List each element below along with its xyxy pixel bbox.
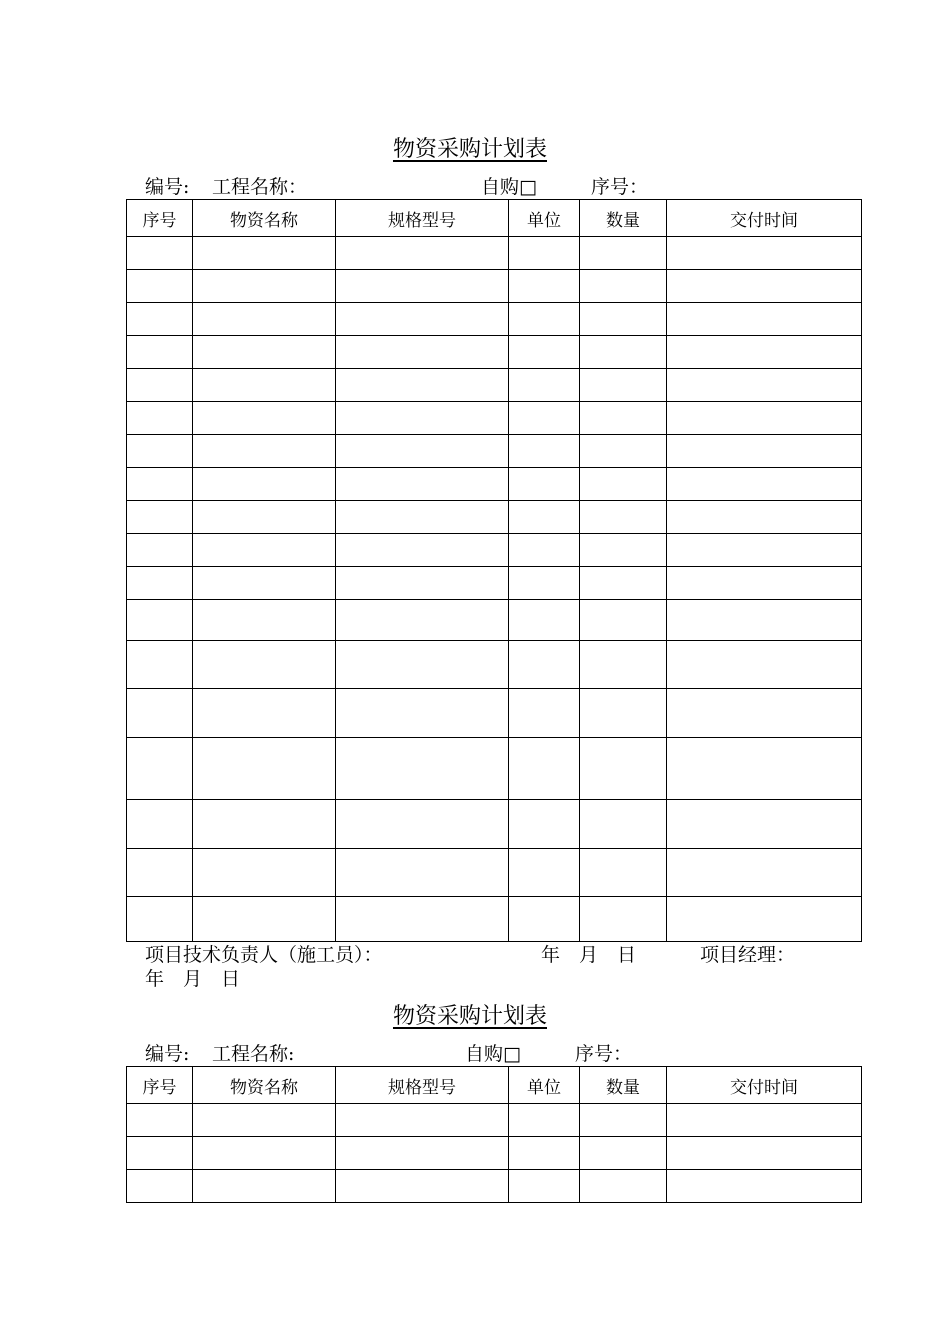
cell-spec-model[interactable] — [336, 738, 509, 800]
cell-quantity[interactable] — [580, 336, 667, 369]
cell-seq[interactable] — [127, 897, 193, 942]
cell-delivery-time[interactable] — [667, 641, 862, 689]
table-row — [127, 270, 862, 303]
table-row — [127, 402, 862, 435]
cell-spec-model[interactable] — [336, 897, 509, 942]
cell-unit[interactable] — [509, 689, 580, 738]
cell-quantity[interactable] — [580, 1137, 667, 1170]
cell-delivery-time[interactable] — [667, 303, 862, 336]
cell-quantity[interactable] — [580, 402, 667, 435]
cell-spec-model[interactable] — [336, 567, 509, 600]
date-field-1: 年 月 日 — [541, 944, 637, 966]
cell-material-name[interactable] — [193, 501, 336, 534]
table-row — [127, 567, 862, 600]
form1-project-label: 工程名称： — [212, 176, 308, 198]
cell-spec-model[interactable] — [336, 237, 509, 270]
cell-delivery-time[interactable] — [667, 402, 862, 435]
cell-delivery-time[interactable] — [667, 897, 862, 942]
table-row — [127, 1170, 862, 1203]
table-row — [127, 369, 862, 402]
cell-quantity[interactable] — [580, 270, 667, 303]
cell-quantity[interactable] — [580, 435, 667, 468]
cell-unit[interactable] — [509, 738, 580, 800]
cell-material-name[interactable] — [193, 336, 336, 369]
cell-seq[interactable] — [127, 1104, 193, 1137]
cell-quantity[interactable] — [580, 501, 667, 534]
cell-material-name[interactable] — [193, 738, 336, 800]
cell-spec-model[interactable] — [336, 369, 509, 402]
cell-seq[interactable] — [127, 1170, 193, 1203]
cell-quantity[interactable] — [580, 897, 667, 942]
form2-table — [126, 1066, 862, 1203]
cell-delivery-time[interactable] — [667, 600, 862, 641]
cell-delivery-time[interactable] — [667, 237, 862, 270]
cell-unit[interactable] — [509, 303, 580, 336]
cell-delivery-time[interactable] — [667, 369, 862, 402]
cell-unit[interactable] — [509, 501, 580, 534]
cell-material-name[interactable] — [193, 800, 336, 849]
table-row — [127, 849, 862, 897]
cell-spec-model[interactable] — [336, 689, 509, 738]
header-unit: 单位 — [509, 1067, 580, 1104]
cell-seq[interactable] — [127, 600, 193, 641]
cell-material-name[interactable] — [193, 1104, 336, 1137]
cell-quantity[interactable] — [580, 468, 667, 501]
manager-label: 项目经理： — [700, 944, 796, 966]
cell-material-name[interactable] — [193, 567, 336, 600]
cell-seq[interactable] — [127, 336, 193, 369]
cell-material-name[interactable] — [193, 897, 336, 942]
cell-material-name[interactable] — [193, 1170, 336, 1203]
form2-project-label: 工程名称: — [212, 1043, 295, 1065]
cell-seq[interactable] — [127, 849, 193, 897]
form1-code-label: 编号: — [145, 176, 190, 198]
cell-unit[interactable] — [509, 270, 580, 303]
cell-quantity[interactable] — [580, 738, 667, 800]
cell-delivery-time[interactable] — [667, 435, 862, 468]
cell-delivery-time[interactable] — [667, 800, 862, 849]
cell-material-name[interactable] — [193, 270, 336, 303]
form1-seq-label: 序号： — [591, 176, 649, 198]
header-spec-model: 规格型号 — [336, 200, 509, 237]
cell-seq[interactable] — [127, 689, 193, 738]
cell-unit[interactable] — [509, 336, 580, 369]
cell-material-name[interactable] — [193, 402, 336, 435]
cell-delivery-time[interactable] — [667, 534, 862, 567]
cell-seq[interactable] — [127, 501, 193, 534]
cell-unit[interactable] — [509, 1170, 580, 1203]
cell-seq[interactable] — [127, 237, 193, 270]
cell-material-name[interactable] — [193, 689, 336, 738]
table-row — [127, 641, 862, 689]
form2-self-purchase-checkbox[interactable]: 自购□ — [465, 1043, 521, 1065]
cell-delivery-time[interactable] — [667, 567, 862, 600]
header-seq: 序号 — [127, 1067, 193, 1104]
cell-quantity[interactable] — [580, 689, 667, 738]
cell-spec-model[interactable] — [336, 501, 509, 534]
cell-spec-model[interactable] — [336, 303, 509, 336]
cell-unit[interactable] — [509, 468, 580, 501]
table-row — [127, 738, 862, 800]
cell-spec-model[interactable] — [336, 849, 509, 897]
header-material-name: 物资名称 — [193, 1067, 336, 1104]
cell-spec-model[interactable] — [336, 641, 509, 689]
cell-quantity[interactable] — [580, 534, 667, 567]
cell-delivery-time[interactable] — [667, 1137, 862, 1170]
cell-quantity[interactable] — [580, 1104, 667, 1137]
cell-quantity[interactable] — [580, 641, 667, 689]
cell-delivery-time[interactable] — [667, 501, 862, 534]
cell-seq[interactable] — [127, 369, 193, 402]
cell-material-name[interactable] — [193, 303, 336, 336]
table-row — [127, 534, 862, 567]
cell-spec-model[interactable] — [336, 435, 509, 468]
cell-delivery-time[interactable] — [667, 336, 862, 369]
header-seq: 序号 — [127, 200, 193, 237]
cell-unit[interactable] — [509, 534, 580, 567]
cell-seq[interactable] — [127, 1137, 193, 1170]
table-row — [127, 689, 862, 738]
cell-seq[interactable] — [127, 567, 193, 600]
date-field-2: 年 月 日 — [145, 968, 241, 990]
table-row — [127, 468, 862, 501]
header-spec-model: 规格型号 — [336, 1067, 509, 1104]
cell-delivery-time[interactable] — [667, 270, 862, 303]
cell-unit[interactable] — [509, 237, 580, 270]
cell-delivery-time[interactable] — [667, 738, 862, 800]
cell-unit[interactable] — [509, 567, 580, 600]
form1-header-row — [127, 200, 862, 237]
form1-table — [126, 199, 862, 942]
cell-spec-model[interactable] — [336, 600, 509, 641]
table-row — [127, 336, 862, 369]
cell-unit[interactable] — [509, 435, 580, 468]
cell-material-name[interactable] — [193, 849, 336, 897]
cell-spec-model[interactable] — [336, 1104, 509, 1137]
table-row — [127, 501, 862, 534]
header-delivery-time: 交付时间 — [667, 200, 862, 237]
cell-unit[interactable] — [509, 600, 580, 641]
cell-quantity[interactable] — [580, 600, 667, 641]
cell-material-name[interactable] — [193, 1137, 336, 1170]
header-material-name: 物资名称 — [193, 200, 336, 237]
cell-quantity[interactable] — [580, 849, 667, 897]
cell-unit[interactable] — [509, 1104, 580, 1137]
header-delivery-time: 交付时间 — [667, 1067, 862, 1104]
cell-spec-model[interactable] — [336, 402, 509, 435]
cell-seq[interactable] — [127, 270, 193, 303]
cell-material-name[interactable] — [193, 534, 336, 567]
cell-quantity[interactable] — [580, 800, 667, 849]
cell-unit[interactable] — [509, 849, 580, 897]
cell-spec-model[interactable] — [336, 468, 509, 501]
cell-unit[interactable] — [509, 897, 580, 942]
cell-material-name[interactable] — [193, 435, 336, 468]
cell-material-name[interactable] — [193, 468, 336, 501]
cell-spec-model[interactable] — [336, 534, 509, 567]
cell-spec-model[interactable] — [336, 1170, 509, 1203]
cell-quantity[interactable] — [580, 567, 667, 600]
cell-seq[interactable] — [127, 468, 193, 501]
cell-unit[interactable] — [509, 800, 580, 849]
table-row — [127, 600, 862, 641]
cell-delivery-time[interactable] — [667, 1104, 862, 1137]
cell-unit[interactable] — [509, 369, 580, 402]
cell-seq[interactable] — [127, 402, 193, 435]
table-row — [127, 435, 862, 468]
cell-seq[interactable] — [127, 800, 193, 849]
table-row — [127, 237, 862, 270]
cell-spec-model[interactable] — [336, 1137, 509, 1170]
cell-material-name[interactable] — [193, 600, 336, 641]
form1-self-purchase-checkbox[interactable]: 自购□ — [481, 176, 537, 198]
table-row — [127, 800, 862, 849]
table-row — [127, 1137, 862, 1170]
cell-seq[interactable] — [127, 303, 193, 336]
table-row — [127, 1104, 862, 1137]
cell-quantity[interactable] — [580, 237, 667, 270]
cell-delivery-time[interactable] — [667, 468, 862, 501]
cell-spec-model[interactable] — [336, 270, 509, 303]
cell-material-name[interactable] — [193, 641, 336, 689]
form2-header-row — [127, 1067, 862, 1104]
header-quantity: 数量 — [580, 1067, 667, 1104]
table-row — [127, 303, 862, 336]
form2-seq-label: 序号： — [575, 1043, 633, 1065]
cell-seq[interactable] — [127, 641, 193, 689]
cell-material-name[interactable] — [193, 237, 336, 270]
cell-seq[interactable] — [127, 534, 193, 567]
header-unit: 单位 — [509, 200, 580, 237]
cell-quantity[interactable] — [580, 303, 667, 336]
tech-lead-label: 项目技术负责人（施工员）： — [145, 944, 383, 966]
cell-quantity[interactable] — [580, 369, 667, 402]
cell-unit[interactable] — [509, 641, 580, 689]
cell-seq[interactable] — [127, 435, 193, 468]
form1-title: 物资采购计划表 — [392, 137, 547, 162]
cell-material-name[interactable] — [193, 369, 336, 402]
header-quantity: 数量 — [580, 200, 667, 237]
cell-delivery-time[interactable] — [667, 849, 862, 897]
form2-title: 物资采购计划表 — [392, 1004, 547, 1029]
form2-code-label: 编号: — [145, 1043, 190, 1065]
cell-seq[interactable] — [127, 738, 193, 800]
cell-unit[interactable] — [509, 1137, 580, 1170]
cell-delivery-time[interactable] — [667, 1170, 862, 1203]
cell-spec-model[interactable] — [336, 800, 509, 849]
cell-delivery-time[interactable] — [667, 689, 862, 738]
cell-spec-model[interactable] — [336, 336, 509, 369]
cell-quantity[interactable] — [580, 1170, 667, 1203]
table-row — [127, 897, 862, 942]
cell-unit[interactable] — [509, 402, 580, 435]
